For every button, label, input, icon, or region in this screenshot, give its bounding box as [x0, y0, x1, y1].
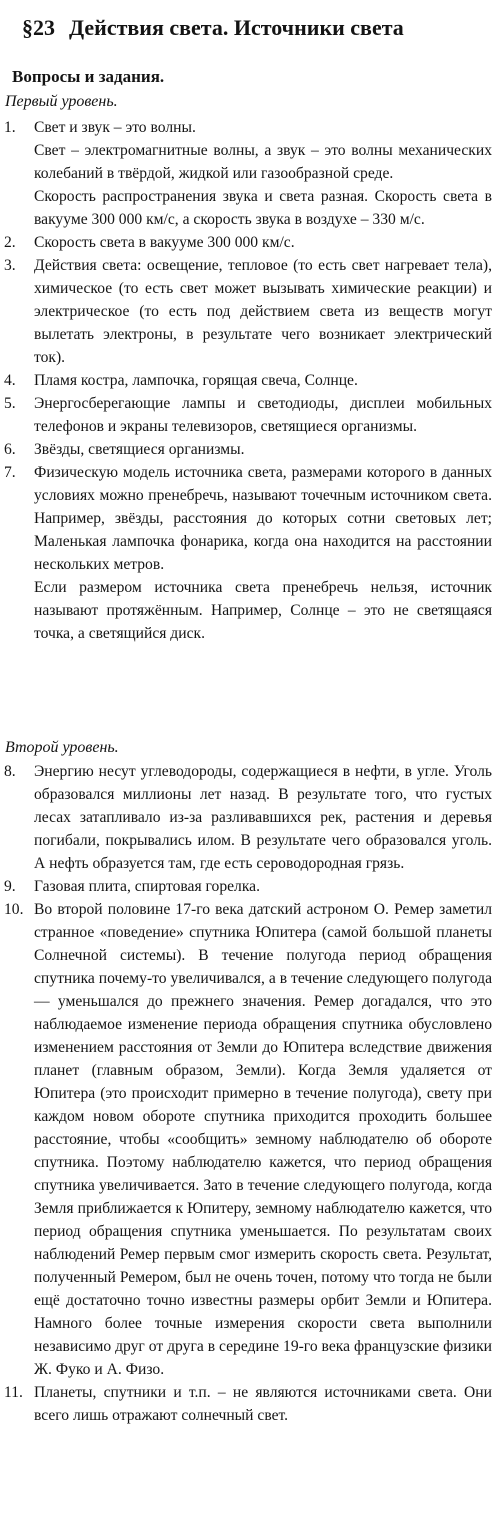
answer-text	[34, 369, 492, 392]
answer-list-second-level	[0, 760, 500, 1427]
answer-number: 7.	[4, 464, 16, 481]
answer-item	[0, 231, 500, 254]
answer-item	[0, 254, 500, 369]
answer-paragraph: Энергосберегающие лампы и светодиоды, дисплеи мобильных телефонов и экраны телевизоров, светящиеся организмы.	[34, 395, 492, 435]
answer-text	[34, 438, 492, 461]
answer-number: 8.	[4, 763, 16, 780]
answer-paragraph: Газовая плита, спиртовая горелка.	[34, 878, 260, 895]
answer-number: 10.	[4, 901, 24, 918]
answer-text	[34, 760, 492, 875]
answer-text	[34, 1381, 492, 1427]
answer-number: 5.	[4, 395, 16, 412]
answer-paragraph: Звёзды, светящиеся организмы.	[34, 441, 245, 458]
answer-paragraph: Скорость света в вакууме 300 000 км/с.	[34, 234, 295, 251]
chapter-title	[22, 14, 492, 42]
answer-paragraph: Планеты, спутники и т.п. – не являются источниками света. Они всего лишь отражают солнечный свет.	[34, 1384, 492, 1424]
answer-item	[0, 760, 500, 875]
answer-item	[0, 392, 500, 438]
answer-item	[0, 116, 500, 231]
answer-paragraph: Свет – электромагнитные волны, а звук – это волны механических колебаний в твёрдой, жидкой или газообразной среде.	[34, 142, 492, 182]
chapter-title-text: Действия света. Источники света	[69, 15, 404, 40]
answer-text	[34, 231, 492, 254]
answer-text	[34, 116, 492, 231]
answer-paragraph: Пламя костра, лампочка, горящая свеча, Солнце.	[34, 372, 358, 389]
answer-number: 3.	[4, 257, 16, 274]
answer-paragraph: Энергию несут углеводороды, содержащиеся в нефти, в угле. Уголь образовался миллионы лет назад. В результате того, что густых лесах затапливало из-за разливавшихся рек, растения и деревья погибали, покрывались илом. В результате чего образовался уголь. А нефть образуется там, где есть сероводородная грязь.	[34, 763, 492, 872]
section-heading: Вопросы и задания.	[12, 67, 165, 86]
answer-text	[34, 875, 492, 898]
answer-number: 1.	[4, 119, 16, 136]
answer-text	[34, 392, 492, 438]
answer-text	[34, 898, 492, 1381]
level-label-second: Второй уровень.	[5, 739, 119, 756]
answer-item	[0, 1381, 500, 1427]
answer-text	[34, 254, 492, 369]
answer-paragraph: Физическую модель источника света, размерами которого в данных условиях можно пренебречь, называют точечным источником света. Например, звёзды, расстояния до которых сотни световых лет; Маленькая лампочка фонарика, когда она находится на расстоянии нескольких метров.	[34, 464, 492, 573]
answer-paragraph: Свет и звук – это волны.	[34, 119, 196, 136]
answer-paragraph: Если размером источника света пренебречь нельзя, источник называют протяжённым. Например, Солнце – это не светящаяся точка, а светящийся диск.	[34, 579, 492, 642]
answer-item	[0, 898, 500, 1381]
answer-item	[0, 369, 500, 392]
answer-item	[0, 461, 500, 645]
answer-text	[34, 461, 492, 645]
answer-number: 4.	[4, 372, 16, 389]
answer-list-first-level	[0, 116, 500, 645]
answer-item	[0, 438, 500, 461]
chapter-number: §23	[22, 15, 55, 40]
answer-paragraph: Действия света: освещение, тепловое (то есть свет нагревает тела), химическое (то есть свет может вызывать химические реакции) и электрическое (то есть под действием света из веществ могут вылетать электроны, в результате чего возникает электрический ток).	[34, 257, 492, 366]
level-label-first: Первый уровень.	[5, 93, 118, 110]
answer-number: 11.	[4, 1384, 23, 1401]
answer-number: 6.	[4, 441, 16, 458]
answer-paragraph: Во второй половине 17-го века датский астроном О. Ремер заметил странное «поведение» спутника Юпитера (самой большой планеты Солнечной системы). В течение полугода период обращения спутника почему-то увеличивался, а в течение следующего полугода — уменьшался до прежнего значения. Ремер догадался, что это наблюдаемое изменение периода обращения спутника обусловлено изменением расстояния от Земли до Юпитера вследствие движения планет (главным образом, Земли). Когда Земля удаляется от Юпитера (это происходит примерно в течение полугода), свету при каждом новом обороте спутника приходится проходить большее расстояние, чтобы «сообщить» земному наблюдателю об обороте спутника. Поэтому наблюдателю кажется, что период обращения спутника увеличивается. Зато в течение следующего полугода, когда Земля приближается к Юпитеру, земному наблюдателю кажется, что период обращения спутника уменьшается. По результатам своих наблюдений Ремер первым смог измерить скорость света. Результат, полученный Ремером, был не очень точен, потому что тогда не были ещё достаточно точно известны размеры орбит Земли и Юпитера. Намного более точные измерения скорости света выполнили независимо друг от друга в середине 19-го века французские физики Ж. Фуко и А. Физо.	[34, 901, 492, 1378]
answer-number: 2.	[4, 234, 16, 251]
answer-number: 9.	[4, 878, 16, 895]
answer-paragraph: Скорость распространения звука и света разная. Скорость света в вакууме 300 000 км/с, а скорость звука в воздухе – 330 м/с.	[34, 188, 492, 228]
answer-item	[0, 875, 500, 898]
